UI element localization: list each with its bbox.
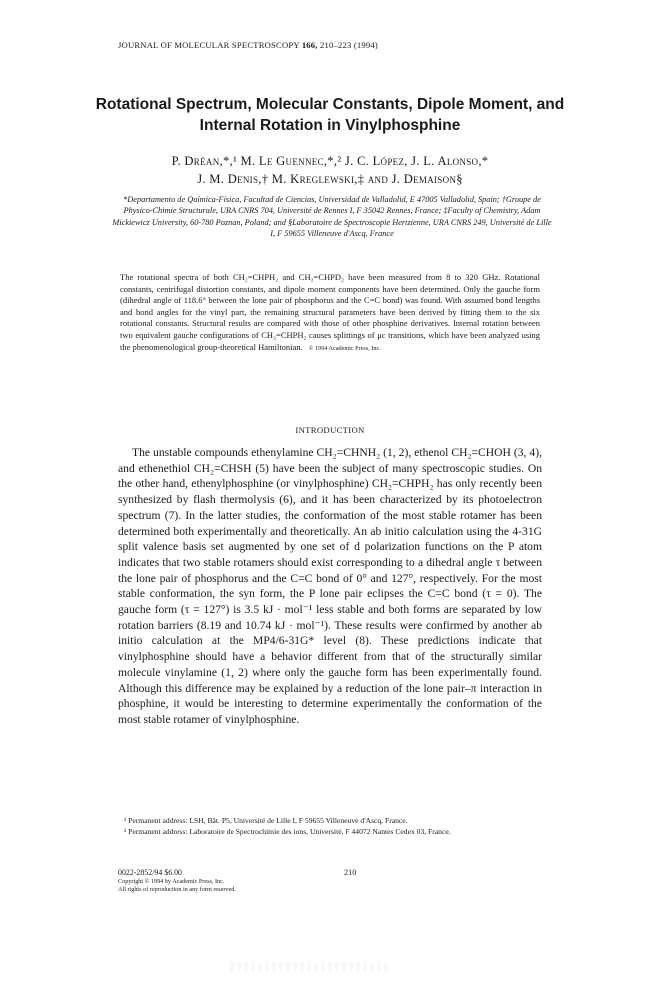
footer-copyright: Copyright © 1994 by Academic Press, Inc. — [118, 878, 225, 885]
footer-rights: All rights of reproduction in any form reserved. — [118, 886, 236, 894]
article-title: Rotational Spectrum, Molecular Constants, Dipole Moment, and Internal Rotation in Vinylphosphine — [95, 96, 565, 134]
affiliations: *Departamento de Química-Física, Facultad de Ciencias, Universidad de Valladolid, E 47005 Valladolid, Spain; †Groupe de Physico-Chimie Structurale, URA CNRS 704, Université de Rennes I, F 35042 Rennes, France; ‡Faculty of Chemistry, Adam Mickiewicz University, 60-780 Poznan, Poland; and §Laboratoire de Spectroscopie Hertzienne, URA CNRS 249, Université de Lille I, F 59655 Villeneuve d'Ascq, France — [112, 195, 552, 239]
author-line-1: P. Dréan,*,¹ M. Le Guennec,*,² J. C. López, J. L. Alonso,* — [171, 154, 489, 168]
footnote-2: ² Permanent address: Laboratoire de Spectrochimie des ions, Université, F 44072 Nantes Cedex 03, France. — [124, 827, 451, 836]
introduction-body — [118, 445, 542, 728]
running-head — [118, 40, 378, 50]
journal-name: JOURNAL OF MOLECULAR SPECTROSCOPY — [118, 40, 300, 50]
journal-volume: 166, — [301, 40, 318, 50]
page-number: 210 — [344, 868, 357, 877]
footnote-1: ¹ Permanent address: LSH, Bât. P5, Université de Lille I, F 59655 Villeneuve d'Ascq, France. — [124, 816, 408, 825]
author-list — [80, 152, 580, 188]
abstract-copyright: © 1994 Academic Press, Inc. — [308, 344, 381, 352]
footer-price: 0022-2852/94 $6.00 — [118, 868, 182, 877]
journal-pages: 210–223 (1994) — [320, 40, 378, 50]
introduction-paragraph: The unstable compounds ethenylamine CH₂=CHNH₂ (1, 2), ethenol CH₂=CHOH (3, 4), and ethenethiol CH₂=CHSH (5) have been the subject of many spectroscopic studies. On the other hand, ethenylphosphine (or vinylphosphine) CH₂=CHPH₂ has only recently been synthesized by flash thermolysis (6), and it has been characterized by its photoelectron spectrum (7). In the latter studies, the conformation of the most stable rotamer has been determined both experimentally and theoretically. An ab initio calculation using the 4-31G split valence basis set augmented by one set of d polarization functions on the P atom indicates that two stable rotamers should exist corresponding to a dihedral angle τ between the lone pair of phosphorus and the C=C bond of 0° and 127°, respectively. For the most stable conformation, the syn form, the P lone pair eclipses the C=C bond (τ = 0). The gauche form (τ = 127°) is 3.5 kJ · mol⁻¹ less stable and both forms are separated by low rotation barriers (8.19 and 10.74 kJ · mol⁻¹). These results were confirmed by another ab initio calculation at the MP4/6-31G* level (8). These predictions indicate that vinylphosphine should have a behavior different from that of the structurally similar molecule vinylamine (1, 2) where only the gauche form has been experimentally found. Although this difference may be explained by a reduction of the lone pair–π interaction in phosphine, it would be interesting to determine experimentally the conformation of the most stable rotamer of vinylphosphine. — [118, 446, 542, 726]
scan-artifact — [230, 962, 390, 972]
abstract-text: The rotational spectra of both CH₂=CHPH₂ and CH₂=CHPD₂ have been measured from 8 to 320 GHz. Rotational constants, centrifugal distortion constants, and dipole moment components have been determined. Only the gauche form (dihedral angle of 118.6° between the lone pair of phosphorus and the C=C bond) was found. With assumed bond lengths and bond angles for the vinyl part, the remaining structural parameters have been derived by fitting them to the six rotational constants. Structural results are compared with those of other phosphine derivatives. Internal rotation between two equivalent gauche configurations of CH₂=CHPH₂ causes splittings of μc transitions, which have been analyzed using the phenomenological group-theoretical Hamiltonian. — [120, 272, 540, 352]
author-line-2: J. M. Denis,† M. Kreglewski,‡ and J. Demaison§ — [197, 172, 463, 186]
footnotes — [118, 815, 548, 837]
section-heading: INTRODUCTION — [295, 425, 365, 435]
footer-imprint — [118, 868, 236, 894]
abstract — [120, 272, 540, 354]
